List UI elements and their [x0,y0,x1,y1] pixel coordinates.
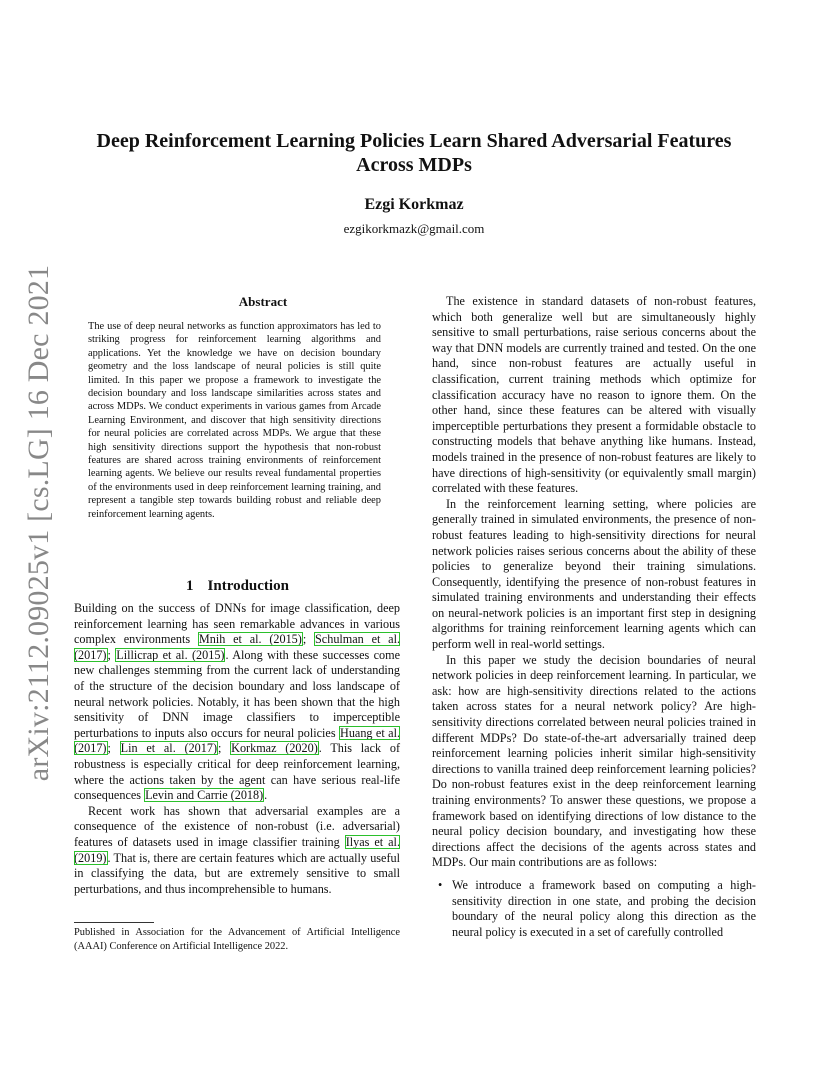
bullet-icon: • [438,877,443,892]
arxiv-identifier-text: arXiv:2112.09025v1 [cs.LG] 16 Dec 2021 [22,264,56,781]
section-heading [74,576,401,596]
footnote-divider [74,922,154,923]
right-column [432,294,756,940]
contributions-list [432,878,756,940]
citation-link[interactable]: Korkmaz (2020) [231,741,318,756]
citation-link[interactable]: Huang et al. (2017) [74,725,400,756]
citation-link[interactable]: Lillicrap et al. (2015) [116,647,225,662]
body-paragraph: The existence in standard datasets of non-robust features, which both generalize well but are simultaneously highly sensitive to small perturbations, raise serious concerns about the way that DNN models are currently trained and tested. On the one hand, since non-robust features are actually useful in classification, current training methods which optimize for classification accuracy have no reason to ignore them. On the other hand, since these features can be altered with visually imperceptible perturbations they present a formidable obstacle to constructing models that behave anything like humans. Instead, models trained in the presence of non-robust features are likely to have directions of high-sensitivity (or equivalently small margin) correlated with these features. [432,294,756,496]
left-column [74,601,400,897]
section-number: 1 [186,578,194,594]
author-name: Ezgi Korkmaz [364,196,464,213]
footnote: Published in Association for the Advancement of Artificial Intelligence (AAAI) Conference on Artificial Intelligence 2022. [74,927,400,952]
citation-link[interactable]: Levin and Carrie (2018) [145,788,264,803]
abstract-heading: Abstract [238,294,288,309]
citation-link[interactable]: Lin et al. (2017) [120,741,217,756]
citation-link[interactable]: Mnih et al. (2015) [198,632,302,647]
paper-title: Deep Reinforcement Learning Policies Learn Shared Adversarial Features Across MDPs [96,130,732,176]
arxiv-identifier-stamp [16,264,62,781]
abstract-body: The use of deep neural networks as function approximators has led to striking progress for reinforcement learning algorithms and applications. Yet the knowledge we have on decision boundary geometry and the loss landscape of neural policies is still quite limited. In this paper we propose a framework to investigate the decision boundary and loss landscape similarities across states and across MDPs. We conduct experiments in various games from Arcade Learning Environment, and discover that high sensitivity directions for neural policies are correlated across MDPs. We argue that these high sensitivity directions support the hypothesis that non-robust features are shared across training environments of reinforcement learning agents. We believe our results reveal fundamental properties of the environments used in deep reinforcement learning training, and represent a tangible step towards building robust and reliable deep reinforcement learning agents. [88,321,381,520]
citation-link[interactable]: Ilyas et al. (2019) [74,834,400,865]
body-paragraph: In the reinforcement learning setting, where policies are generally trained in simulated environments, the presence of non-robust features leading to high-sensitivity directions for neural network policies raises serious concerns about the ability of these policies to generalize beyond their training simulations. Consequently, identifying the presence of non-robust features in simulated training environments and understanding their effects on neural-network policies is an important first step in designing algorithms for training reinforcement learning agents which can perform well in real-world settings. [432,496,756,652]
body-paragraph: In this paper we study the decision boundaries of neural network policies in deep reinforcement learning. In particular, we ask: how are high-sensitivity directions related to the actions taken across states for a neural network policy? Are high-sensitivity directions correlated between neural policies trained in different MDPs? Do state-of-the-art adversarially trained deep reinforcement learning policies inherit similar high-sensitivity directions to vanilla trained deep reinforcement learning policies? Do non-robust features exist in the deep reinforcement learning training environments? To answer these questions, we propose a framework based on identifying directions of low distance to the neural policy decision boundary, and investigating how these directions affect the decisions of the agents across states and MDPs. Our main contributions are as follows: [432,652,756,870]
intro-paragraph-2: Recent work has shown that adversarial examples are a consequence of the existence of non-robust (i.e. adversarial) features of datasets used in image classifier training Ilyas et al. (2019). That is, there are certain features which are actually useful in classifying the data, but are extremely sensitive to small perturbations, and thus incomprehensible to humans. [74,803,400,896]
citation-link[interactable]: Schulman et al. (2017) [74,632,401,662]
list-item: • We introduce a framework based on computing a high-sensitivity direction in one state, and probing the decision boundary of the neural policy along this direction as the neural policy is executed in a set of carefully controlled [438,877,756,939]
section-title: Introduction [207,578,289,594]
intro-paragraph-1: Building on the success of DNNs for image classification, deep reinforcement learning has seen remarkable advances in various complex environments Mnih et al. (2015); Schulman et al. (2017); Lillicrap et al. (2015). Along with these successes come new challenges stemming from the current lack of understanding of the structure of the decision boundary and loss landscape of neural network policies. Notably, it has been shown that the high sensitivity of DNN image classifiers to imperceptible perturbations to inputs also occurs for neural policies Huang et al. (2017); Lin et al. (2017); Korkmaz (2020). This lack of robustness is especially critical for deep reinforcement learning, where the actions taken by the agent can have serious real-life consequences Levin and Carrie (2018). [74,601,401,803]
author-email: ezgikorkmazk@gmail.com [343,221,485,236]
